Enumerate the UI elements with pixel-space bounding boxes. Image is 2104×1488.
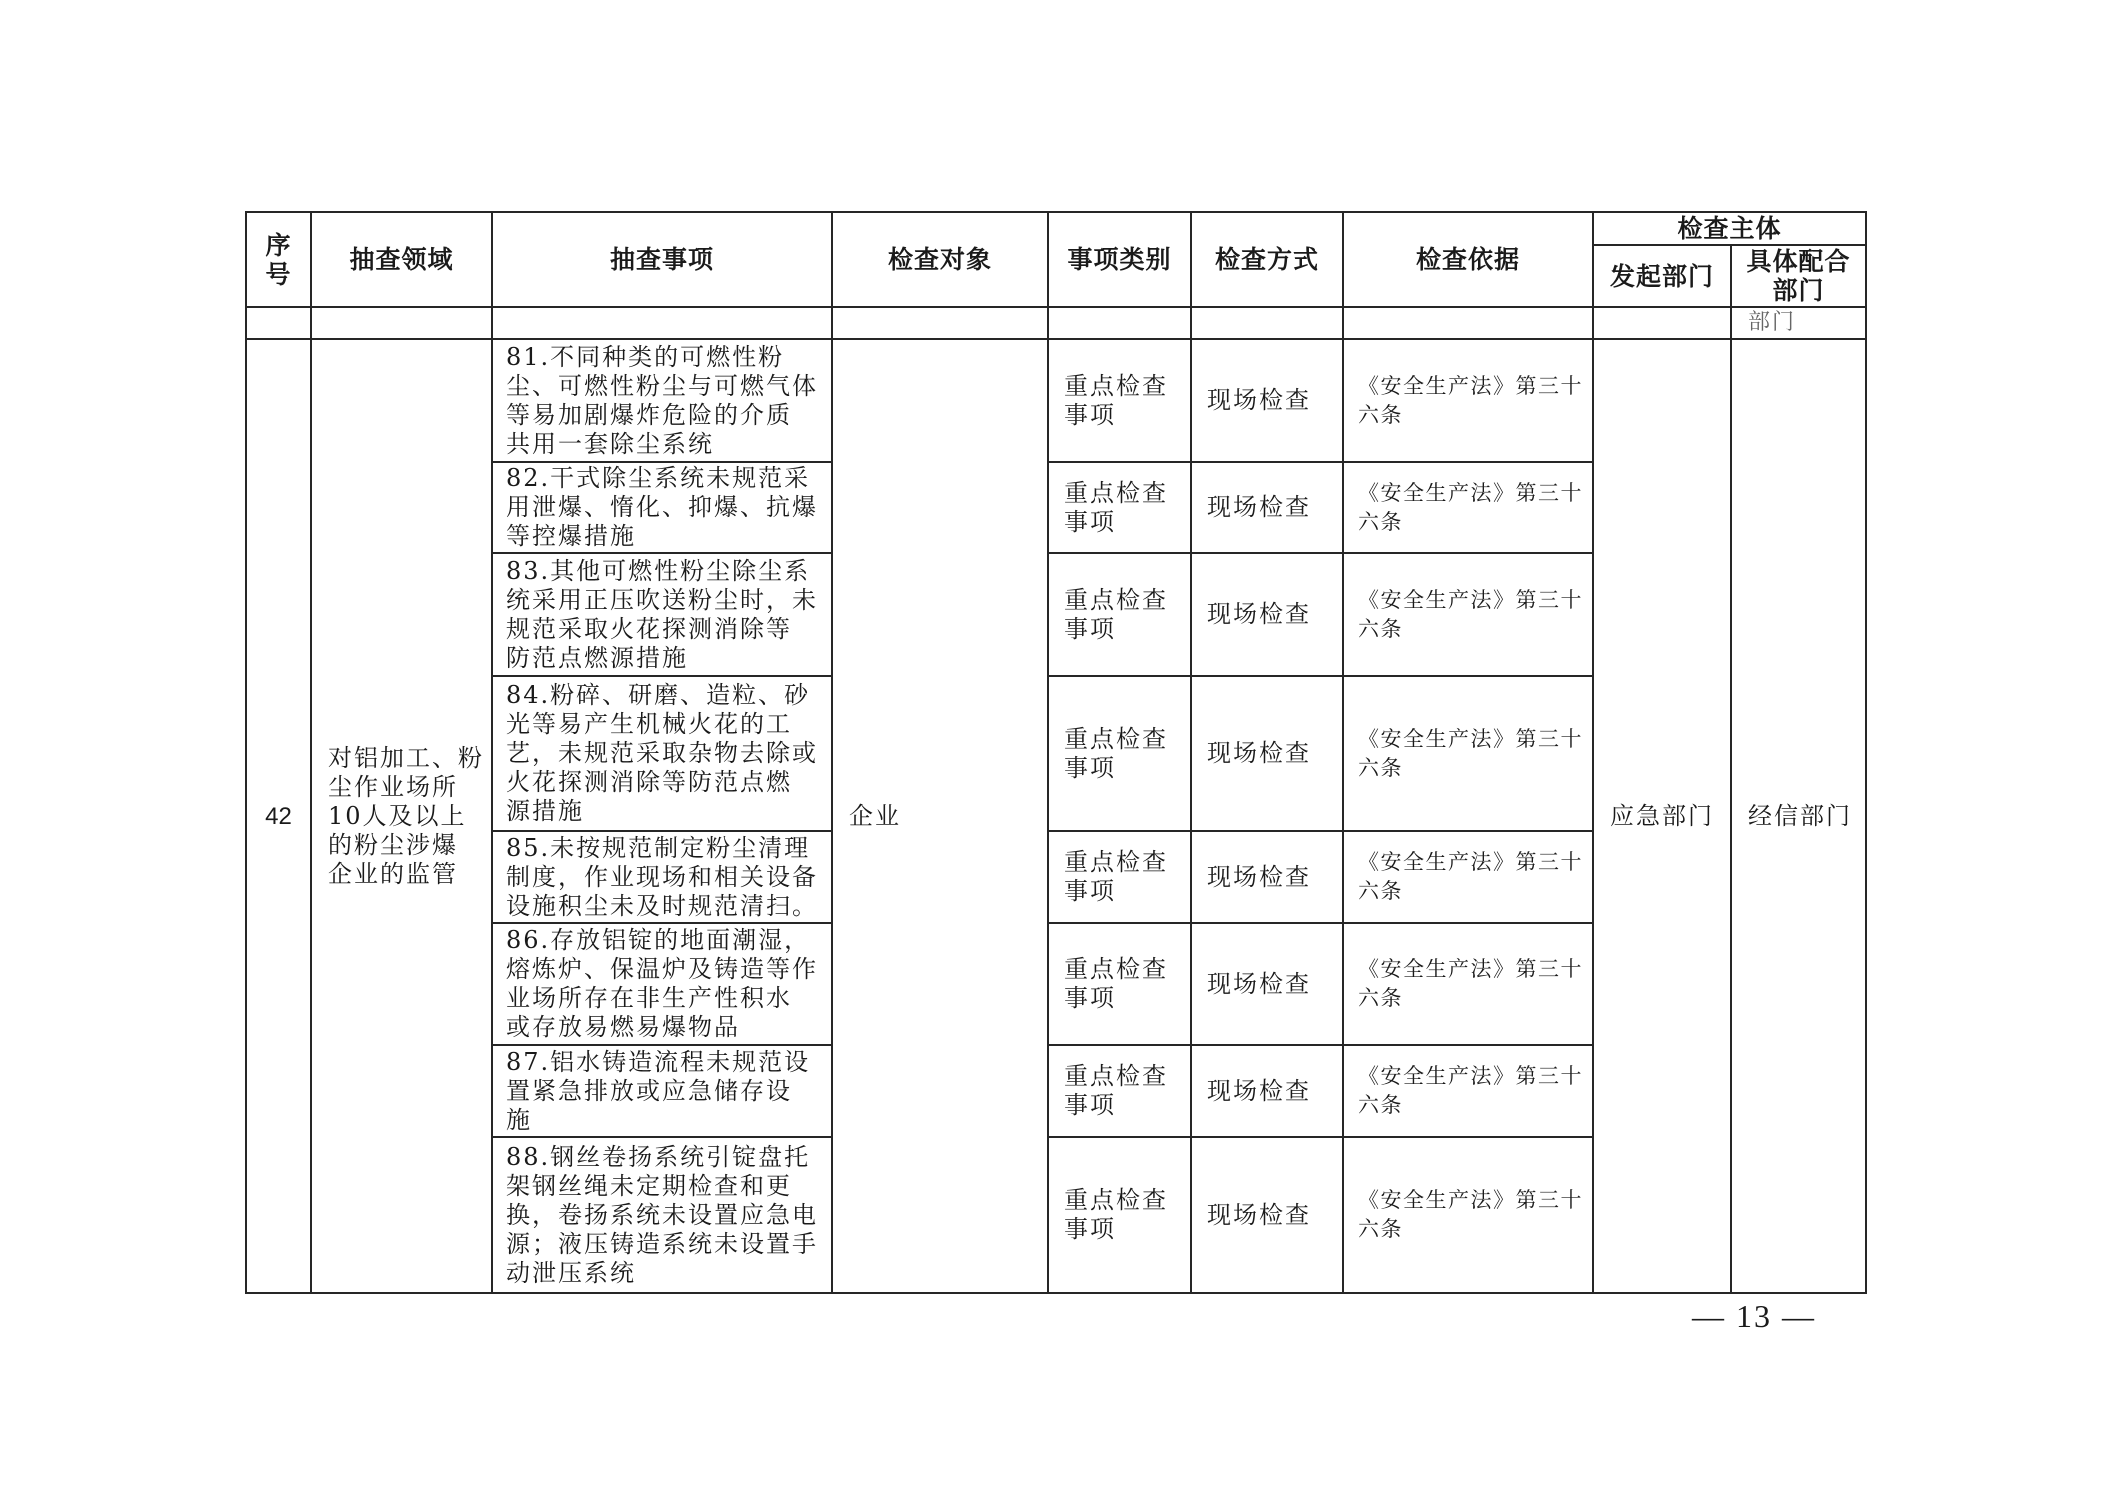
- item-line: 用泄爆、惰化、抑爆、抗爆: [506, 493, 818, 521]
- carryover-row: [246, 307, 1866, 339]
- item-cell: [492, 923, 832, 1045]
- item-line: 光等易产生机械火花的工: [506, 710, 792, 738]
- item-line: 83.其他可燃性粉尘除尘系: [506, 556, 811, 585]
- basis-line: 六条: [1358, 755, 1403, 780]
- category-cell: [1048, 462, 1191, 553]
- object-cell: 企业: [832, 339, 1048, 1293]
- item-line: 艺，未规范采取杂物去除或: [506, 739, 818, 767]
- method-cell: 现场检查: [1191, 1137, 1343, 1293]
- basis-line: 《安全生产法》第三十: [1358, 1064, 1583, 1088]
- item-line: 等控爆措施: [506, 522, 636, 550]
- carryover-cell: [246, 307, 311, 339]
- item-line: 88.钢丝卷扬系统引锭盘托: [506, 1142, 811, 1171]
- method-cell: 现场检查: [1191, 676, 1343, 831]
- item-cell: [492, 1045, 832, 1137]
- domain-line: 尘作业场所: [328, 772, 458, 801]
- method-cell: 现场检查: [1191, 553, 1343, 676]
- basis-line: 《安全生产法》第三十: [1358, 957, 1583, 981]
- table-row: [246, 339, 1866, 462]
- basis-line: 六条: [1358, 1093, 1403, 1117]
- basis-line: 《安全生产法》第三十: [1358, 1188, 1583, 1212]
- header-initiator: 发起部门: [1593, 245, 1731, 307]
- header-row: [246, 212, 1866, 245]
- item-line: 或存放易燃易爆物品: [506, 1013, 740, 1041]
- carryover-cell: [1048, 307, 1191, 339]
- item-line: 火花探测消除等防范点燃: [506, 768, 792, 796]
- basis-cell: [1343, 1137, 1593, 1293]
- item-line: 规范采取火花探测消除等: [506, 614, 792, 643]
- item-line: 源措施: [506, 797, 584, 825]
- carryover-cell: [1343, 307, 1593, 339]
- category-cell: [1048, 923, 1191, 1045]
- category-line: 事项: [1064, 507, 1116, 536]
- domain-cell: [311, 339, 492, 1293]
- cooperator-cell: 经信部门: [1731, 339, 1866, 1293]
- header-item: 抽查事项: [492, 212, 832, 307]
- item-cell: [492, 1137, 832, 1293]
- item-line: 设施积尘未及时规范清扫。: [506, 891, 818, 920]
- initiator-cell: 应急部门: [1593, 339, 1731, 1293]
- seq-cell: 42: [246, 339, 311, 1293]
- item-line: 施: [506, 1105, 532, 1134]
- basis-cell: [1343, 831, 1593, 923]
- category-line: 事项: [1064, 1091, 1116, 1119]
- header-seq: [246, 212, 311, 307]
- category-cell: [1048, 339, 1191, 462]
- item-line: 动泄压系统: [506, 1258, 636, 1287]
- basis-line: 六条: [1358, 402, 1403, 427]
- basis-cell: [1343, 553, 1593, 676]
- domain-line: 的粉尘涉爆: [328, 830, 458, 859]
- item-line: 源；液压铸造系统未设置手: [506, 1229, 818, 1258]
- category-line: 事项: [1064, 1215, 1116, 1243]
- header-cooperator-label: 具体配合部门: [1746, 247, 1851, 305]
- page-number: — 13 —: [1692, 1298, 1816, 1334]
- basis-cell: [1343, 923, 1593, 1045]
- carryover-cell: [832, 307, 1048, 339]
- carryover-cooperator-cell: 部门: [1731, 307, 1866, 339]
- domain-line: 10人及以上: [328, 801, 467, 830]
- category-cell: [1048, 676, 1191, 831]
- category-cell: [1048, 1137, 1191, 1293]
- category-line: 事项: [1064, 984, 1116, 1012]
- category-line: 事项: [1064, 753, 1116, 782]
- category-line: 重点检查: [1064, 724, 1168, 753]
- basis-line: 六条: [1358, 509, 1403, 534]
- method-cell: 现场检查: [1191, 831, 1343, 923]
- basis-cell: [1343, 1045, 1593, 1137]
- basis-line: 《安全生产法》第三十: [1358, 726, 1583, 751]
- basis-line: 六条: [1358, 1217, 1403, 1241]
- category-line: 重点检查: [1064, 371, 1168, 400]
- category-line: 重点检查: [1064, 1186, 1168, 1214]
- category-line: 重点检查: [1064, 478, 1168, 507]
- item-cell: [492, 676, 832, 831]
- item-line: 86.存放铝锭的地面潮湿，: [506, 926, 811, 954]
- category-cell: [1048, 1045, 1191, 1137]
- carryover-cell: [311, 307, 492, 339]
- method-cell: 现场检查: [1191, 339, 1343, 462]
- item-cell: [492, 831, 832, 923]
- basis-line: 六条: [1358, 879, 1403, 903]
- item-line: 业场所存在非生产性积水: [506, 984, 792, 1012]
- item-line: 置紧急排放或应急储存设: [506, 1076, 792, 1105]
- header-seq-label: 序号: [265, 230, 292, 289]
- header-object: 检查对象: [832, 212, 1048, 307]
- basis-line: 《安全生产法》第三十: [1358, 373, 1583, 398]
- item-line: 共用一套除尘系统: [506, 429, 714, 458]
- header-basis: 检查依据: [1343, 212, 1593, 307]
- method-cell: 现场检查: [1191, 1045, 1343, 1137]
- item-line: 防范点燃源措施: [506, 643, 688, 672]
- category-cell: [1048, 553, 1191, 676]
- inspection-table: [245, 211, 1867, 1294]
- item-line: 统采用正压吹送粉尘时，未: [506, 585, 818, 614]
- carryover-cell: [1191, 307, 1343, 339]
- category-line: 事项: [1064, 614, 1116, 643]
- header-subject: 检查主体: [1593, 212, 1866, 245]
- item-line: 等易加剧爆炸危险的介质: [506, 400, 792, 429]
- category-line: 重点检查: [1064, 585, 1168, 614]
- category-cell: [1048, 831, 1191, 923]
- item-line: 尘、可燃性粉尘与可燃气体: [506, 371, 818, 400]
- item-line: 84.粉碎、研磨、造粒、砂: [506, 681, 811, 709]
- category-line: 重点检查: [1064, 848, 1168, 876]
- basis-cell: [1343, 676, 1593, 831]
- category-line: 重点检查: [1064, 955, 1168, 983]
- item-line: 制度，作业现场和相关设备: [506, 862, 818, 891]
- category-line: 事项: [1064, 400, 1116, 429]
- basis-line: 《安全生产法》第三十: [1358, 850, 1583, 874]
- header-domain: 抽查领域: [311, 212, 492, 307]
- method-cell: 现场检查: [1191, 462, 1343, 553]
- item-line: 85.未按规范制定粉尘清理: [506, 833, 811, 862]
- basis-cell: [1343, 339, 1593, 462]
- item-cell: [492, 553, 832, 676]
- basis-line: 六条: [1358, 616, 1403, 641]
- basis-line: 六条: [1358, 986, 1403, 1010]
- item-line: 82.干式除尘系统未规范采: [506, 464, 811, 492]
- item-cell: [492, 339, 832, 462]
- method-cell: 现场检查: [1191, 923, 1343, 1045]
- domain-line: 企业的监管: [328, 859, 458, 888]
- carryover-cell: [1593, 307, 1731, 339]
- header-method: 检查方式: [1191, 212, 1343, 307]
- carryover-cell: [492, 307, 832, 339]
- domain-line: 对铝加工、粉: [328, 743, 484, 772]
- item-line: 87.铝水铸造流程未规范设: [506, 1047, 811, 1076]
- item-line: 81.不同种类的可燃性粉: [506, 342, 785, 371]
- basis-line: 《安全生产法》第三十: [1358, 480, 1583, 505]
- category-line: 重点检查: [1064, 1062, 1168, 1090]
- basis-cell: [1343, 462, 1593, 553]
- category-line: 事项: [1064, 877, 1116, 905]
- header-category: 事项类别: [1048, 212, 1191, 307]
- item-line: 熔炼炉、保温炉及铸造等作: [506, 955, 818, 983]
- item-line: 换，卷扬系统未设置应急电: [506, 1200, 818, 1229]
- item-cell: [492, 462, 832, 553]
- header-cooperator: [1731, 245, 1866, 307]
- item-line: 架钢丝绳未定期检查和更: [506, 1171, 792, 1200]
- basis-line: 《安全生产法》第三十: [1358, 587, 1583, 612]
